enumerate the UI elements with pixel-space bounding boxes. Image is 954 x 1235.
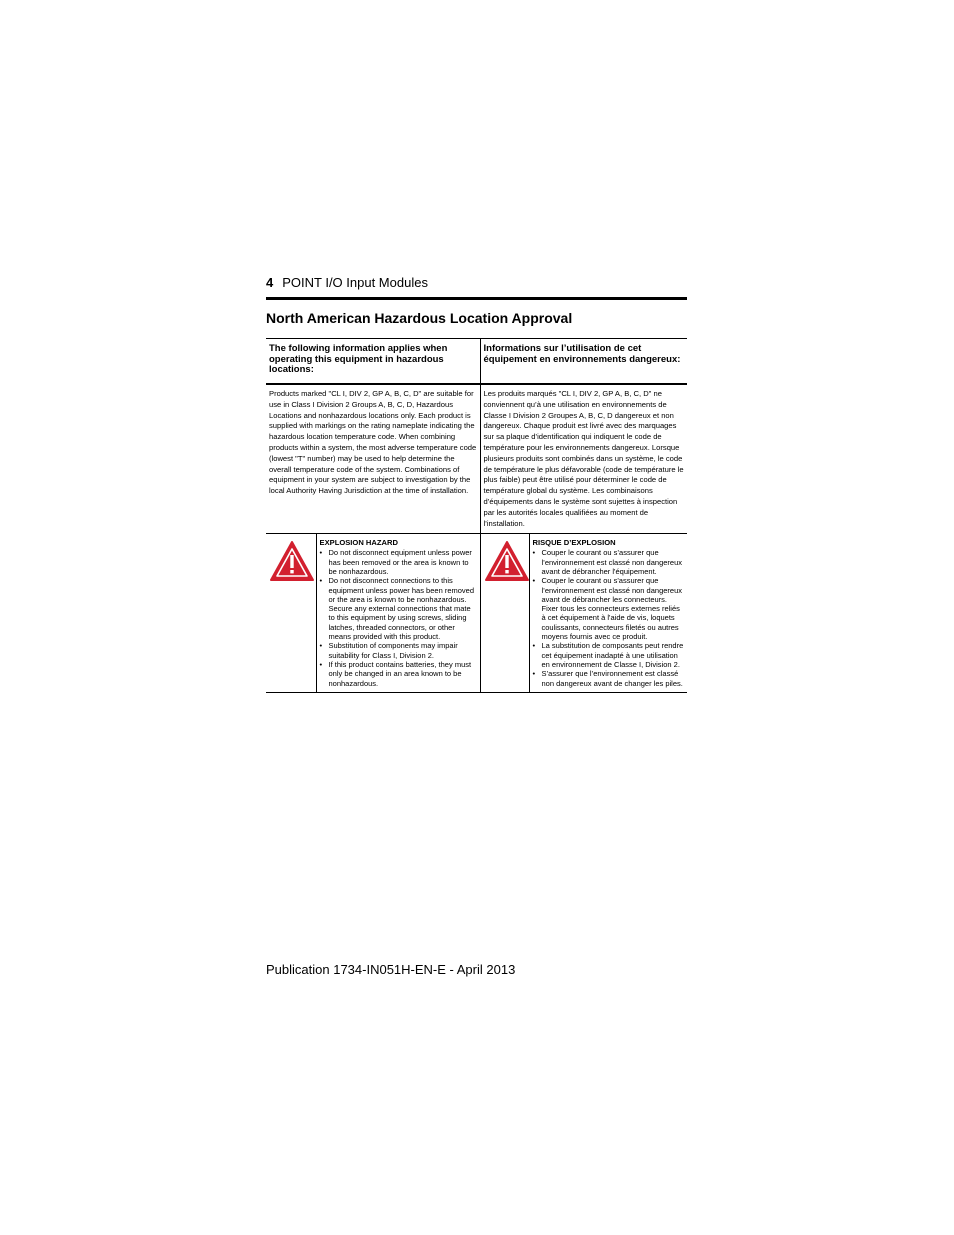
- page-number: 4: [266, 275, 274, 290]
- warning-title-en: EXPLOSION HAZARD: [319, 538, 398, 548]
- list-item: • Do not disconnect connections to this equipment unless power has been removed or the area is known to be nonhazardous. Secure any external connections that mate to this equipment by using screws, sliding latches, threaded connectors, or other means provided with this product.: [328, 576, 477, 641]
- warning-text-fr: [529, 534, 687, 692]
- header-rule: [266, 297, 687, 300]
- warning-icon-cell-en: [266, 534, 316, 692]
- document-title: POINT I/O Input Modules: [282, 275, 428, 290]
- list-item: • Substitution of components may impair suitability for Class I, Division 2.: [328, 641, 477, 660]
- hazardous-location-table: [266, 338, 687, 693]
- publication-footer: Publication 1734-IN051H-EN-E - April 2013: [266, 962, 516, 977]
- table-body-row: [266, 384, 687, 534]
- warning-row: [266, 534, 687, 692]
- running-header: [266, 275, 687, 291]
- list-item: • S’assurer que l’environnement est classé non dangereux avant de changer les piles.: [541, 669, 685, 688]
- warning-list-en: [320, 548, 477, 687]
- warning-triangle-icon: [484, 540, 530, 582]
- header-english: The following information applies when operating this equipment in hazardous locations:: [266, 339, 480, 385]
- warning-title-fr: RISQUE D’EXPLOSION: [532, 538, 616, 548]
- table-header-row: [266, 339, 687, 385]
- warning-triangle-icon: [269, 540, 315, 582]
- list-item: • Couper le courant ou s'assurer que l’environnement est classé non dangereux avant de débrancher les connecteurs. Fixer tous les connecteurs externes reliés à cet équipement à l'aide de vis, loquets coulissants, connecteurs filetés ou autres moyens fournis avec ce produit.: [541, 576, 685, 641]
- list-item: • Do not disconnect equipment unless power has been removed or the area is known to be nonhazardous.: [328, 548, 477, 576]
- body-english: Products marked "CL I, DIV 2, GP A, B, C, D" are suitable for use in Class I Division 2 Groups A, B, C, D, Hazardous Locations and nonhazardous locations only. Each product is supplied with markings on the rating nameplate indicating the hazardous location temperature code. When combining products within a system, the most adverse temperature code (lowest "T" number) may be used to help determine the overall temperature code of the system. Combinations of equipment in your system are subject to investigation by the local Authority Having Jurisdiction at the time of installation.: [266, 384, 480, 534]
- list-item: • La substitution de composants peut rendre cet équipement inadapté à une utilisation en environnement de Classe I, Division 2.: [541, 641, 685, 669]
- list-item: • Couper le courant ou s’assurer que l’environnement est classé non dangereux avant de débrancher l'équipement.: [541, 548, 685, 576]
- list-item: • If this product contains batteries, they must only be changed in an area known to be nonhazardous.: [328, 660, 477, 688]
- warning-text-en: [316, 534, 480, 692]
- section-title: North American Hazardous Location Approval: [266, 310, 573, 326]
- warning-icon-cell-fr: [480, 534, 529, 692]
- warning-list-fr: [533, 548, 685, 687]
- header-french: Informations sur l’utilisation de cet équipement en environnements dangereux:: [480, 339, 687, 385]
- body-french: Les produits marqués "CL I, DIV 2, GP A, B, C, D" ne conviennent qu’à une utilisation en environnements de Classe I Division 2 Groupes A, B, C, D dangereux et non dangereux. Chaque produit est livré avec des marquages sur sa plaque d’identification qui indiquent le code de température pour les environnements dangereux. Lorsque plusieurs produits sont combinés dans un système, le code de température le plus défavorable (code de température le plus faible) peut être utilisé pour déterminer le code de température global du système. Les combinaisons d’équipements dans le système sont sujettes à inspection par les autorités locales qualifiées au moment de l’installation.: [480, 384, 687, 534]
